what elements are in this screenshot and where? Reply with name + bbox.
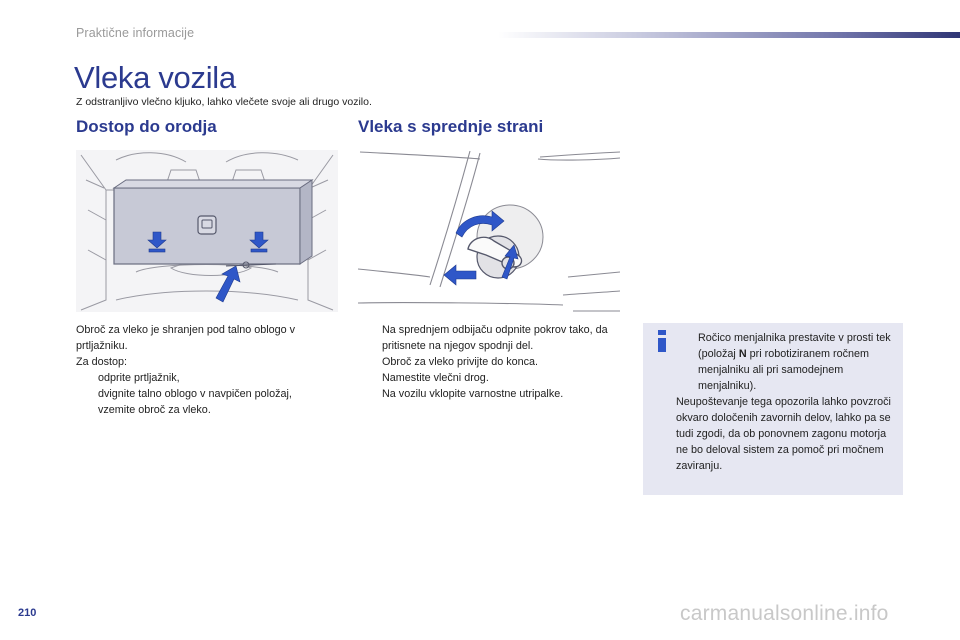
gear-position-label: N [738, 348, 747, 360]
section-heading-front-towing: Vleka s sprednje strani [358, 117, 544, 136]
gear-instruction: Ročico menjalnika prestavite v prosti tek (položaj N pri robotiziranem ročnem menjalniku ali pri samodejnem menjalniku). [698, 332, 891, 392]
info-text [676, 330, 900, 474]
intro-text: Z odstranljivo vlečno kljuko, lahko vlečete svoje ali drugo vozilo. [76, 96, 372, 108]
trunk-floor-illustration [76, 150, 338, 312]
watermark: carmanualsonline.info [680, 602, 889, 625]
trunk-drawing [76, 150, 338, 312]
access-label: Za dostop: [76, 356, 128, 368]
bumper-drawing [358, 145, 620, 313]
front-towing-text [360, 322, 610, 402]
header-bar [498, 32, 960, 38]
access-steps-list [76, 370, 338, 418]
info-icon [653, 330, 671, 352]
list-item: dvignite talno oblogo v navpičen položaj, [98, 388, 292, 400]
ring-location-text: Obroč za vleko je shranjen pod talno oblogo v prtljažniku. [76, 324, 296, 352]
list-item: Na sprednjem odbijaču odpnite pokrov tako, da pritisnete na njegov spodnji del. [382, 324, 608, 352]
warning-text: Neupoštevanje tega opozorila lahko povzroči okvaro določenih zavornih delov, lahko pa se tudi zgodi, da ob ponovnem zagonu motorja ne bo deloval sistem za pomoč pri močnem zaviranju. [676, 396, 891, 472]
list-item: Namestite vlečni drog. [382, 372, 489, 384]
page-number: 210 [18, 607, 37, 619]
list-item: Na vozilu vklopite varnostne utripalke. [382, 388, 564, 400]
page-title: Vleka vozila [74, 60, 236, 95]
list-item: odprite prtljažnik, [98, 372, 180, 384]
front-bumper-illustration [358, 145, 620, 313]
info-box [643, 323, 903, 495]
list-item: Obroč za vleko privijte do konca. [382, 356, 539, 368]
towing-steps-list [360, 322, 610, 402]
section-heading-tool-access: Dostop do orodja [76, 117, 217, 136]
running-header: Praktične informacije [76, 26, 195, 40]
tool-access-text [76, 322, 338, 418]
list-item: vzemite obroč za vleko. [98, 404, 211, 416]
